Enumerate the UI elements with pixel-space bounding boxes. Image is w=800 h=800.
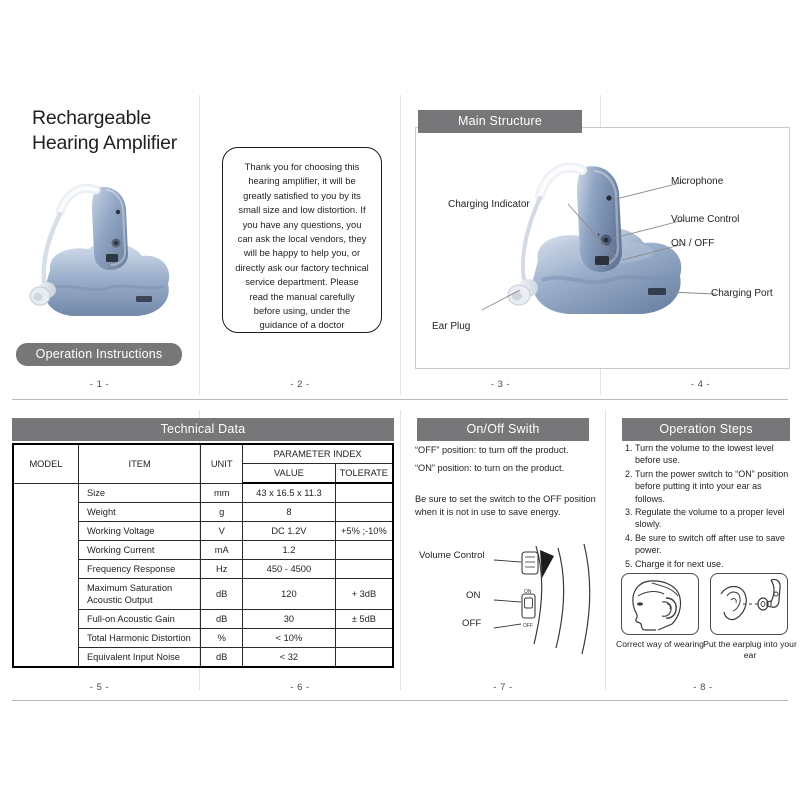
switch-label-off: OFF <box>462 618 482 629</box>
hearing-aid-illustration <box>10 150 190 335</box>
ear-insert-icon <box>711 574 787 634</box>
figure-put-earplug <box>710 573 788 635</box>
cell-value: 43 x 16.5 x 11.3 <box>243 483 336 503</box>
cell-unit: V <box>201 522 243 541</box>
page-number-7: - 7 - <box>493 682 513 693</box>
cell-value: 120 <box>243 579 336 610</box>
page-number-1: - 1 - <box>89 379 110 390</box>
title-line-1: Rechargeable <box>32 107 152 129</box>
figure-correct-wearing <box>621 573 699 635</box>
header-item: ITEM <box>78 444 200 483</box>
step-item: 4. Be sure to switch off after use to save power. <box>635 532 794 557</box>
page-title <box>32 106 177 156</box>
cell-item: Working Current <box>78 541 200 560</box>
figure-caption-2: Put the earplug into your ear <box>703 639 797 660</box>
label-on-off: ON / OFF <box>671 238 715 249</box>
onoff-line-1: “OFF” position: to turn off the product. <box>415 445 569 455</box>
switch-diagram <box>492 542 604 662</box>
cell-item: Frequency Response <box>78 560 200 579</box>
cell-model-value <box>13 483 78 667</box>
divider-vertical-5 <box>400 410 401 690</box>
cell-item: Weight <box>78 503 200 522</box>
step-item: 2. Turn the power switch to “ON” position before putting it into your ear as follows. <box>635 468 794 505</box>
table-header-row-1 <box>13 444 393 464</box>
step-item: 1. Turn the volume to the lowest level before use. <box>635 442 794 467</box>
header-value: VALUE <box>243 464 336 484</box>
cell-unit: dB <box>201 579 243 610</box>
cell-tolerate <box>335 483 393 503</box>
divider-vertical-2 <box>400 95 401 395</box>
main-structure-banner: Main Structure <box>418 110 582 133</box>
cell-unit: g <box>201 503 243 522</box>
cell-tolerate: ± 5dB <box>335 610 393 629</box>
operation-instructions-banner: Operation Instructions <box>16 343 182 366</box>
technical-data-banner: Technical Data <box>12 418 394 441</box>
onoff-note: Be sure to set the switch to the OFF position when it is not in use to save energy. <box>415 494 596 517</box>
cell-unit: dB <box>201 610 243 629</box>
cell-tolerate <box>335 560 393 579</box>
cell-tolerate: +5% ;-10% <box>335 522 393 541</box>
table-row <box>13 483 393 503</box>
step-item: 5. Charge it for next use. <box>635 558 794 570</box>
switch-label-volume-control: Volume Control <box>419 550 485 561</box>
panel-cover <box>0 95 200 395</box>
label-volume-control: Volume Control <box>671 214 740 225</box>
label-ear-plug: Ear Plug <box>432 321 471 332</box>
onoff-switch-banner: On/Off Swith <box>417 418 589 441</box>
step-item: 3. Regulate the volume to a proper level slowly. <box>635 506 794 531</box>
header-parameter-index: PARAMETER INDEX <box>243 444 393 464</box>
page-number-6: - 6 - <box>290 682 310 693</box>
cell-tolerate <box>335 503 393 522</box>
cell-item: Size <box>78 483 200 503</box>
head-profile-icon <box>622 574 698 634</box>
technical-data-table <box>12 443 394 668</box>
cell-tolerate <box>335 648 393 668</box>
cell-value: 8 <box>243 503 336 522</box>
page-number-8: - 8 - <box>693 682 713 693</box>
page-number-3: - 3 - <box>490 379 511 390</box>
cell-unit: dB <box>201 648 243 668</box>
cell-unit: % <box>201 629 243 648</box>
header-unit: UNIT <box>201 444 243 483</box>
divider-horizontal-top <box>12 399 788 400</box>
cell-unit: mm <box>201 483 243 503</box>
page-number-4: - 4 - <box>690 379 711 390</box>
switch-label-on: ON <box>466 590 481 601</box>
cell-tolerate: + 3dB <box>335 579 393 610</box>
svg-text:ON: ON <box>524 589 532 595</box>
header-tolerate: TOLERATE <box>335 464 393 484</box>
cell-item: Total Harmonic Distortion <box>78 629 200 648</box>
operation-steps-banner: Operation Steps <box>622 418 790 441</box>
cell-unit: mA <box>201 541 243 560</box>
cell-value: < 32 <box>243 648 336 668</box>
label-microphone: Microphone <box>671 176 724 187</box>
page-number-2: - 2 - <box>290 379 310 390</box>
figure-caption-1: Correct way of wearing <box>616 639 704 649</box>
title-line-2: Hearing Amplifier <box>32 132 178 154</box>
label-charging-indicator: Charging Indicator <box>448 199 530 210</box>
welcome-text-box: Thank you for choosing this hearing amplifier, it will be greatly satisfied to you by its small size and low distortion. If you have any questions, you can ask the local vendors, they will be happy to help you, or directly ask our factory technical service department. Please read the manual carefully before using, under the guidance of a doctor <box>222 147 382 333</box>
cell-value: DC 1.2V <box>243 522 336 541</box>
cell-item: Equivalent Input Noise <box>78 648 200 668</box>
onoff-line-2: “ON” position: to turn on the product. <box>415 463 565 473</box>
main-structure-figure <box>415 127 790 369</box>
page-number-5: - 5 - <box>89 682 110 693</box>
cell-value: 1.2 <box>243 541 336 560</box>
cell-value: < 10% <box>243 629 336 648</box>
cell-tolerate <box>335 629 393 648</box>
divider-vertical-6 <box>605 410 606 690</box>
svg-text:OFF: OFF <box>523 623 533 629</box>
cell-value: 450 - 4500 <box>243 560 336 579</box>
cell-unit: Hz <box>201 560 243 579</box>
cell-item: Full-on Acoustic Gain <box>78 610 200 629</box>
cell-tolerate <box>335 541 393 560</box>
header-model: MODEL <box>13 444 78 483</box>
cell-item: Working Voltage <box>78 522 200 541</box>
cell-item: Maximum Saturation Acoustic Output <box>78 579 200 610</box>
cell-value: 30 <box>243 610 336 629</box>
operation-steps-list <box>622 442 794 571</box>
svg-text:+: + <box>597 233 601 239</box>
divider-horizontal-bottom <box>12 700 788 701</box>
label-charging-port: Charging Port <box>711 288 773 299</box>
main-structure-diagram <box>416 128 789 368</box>
